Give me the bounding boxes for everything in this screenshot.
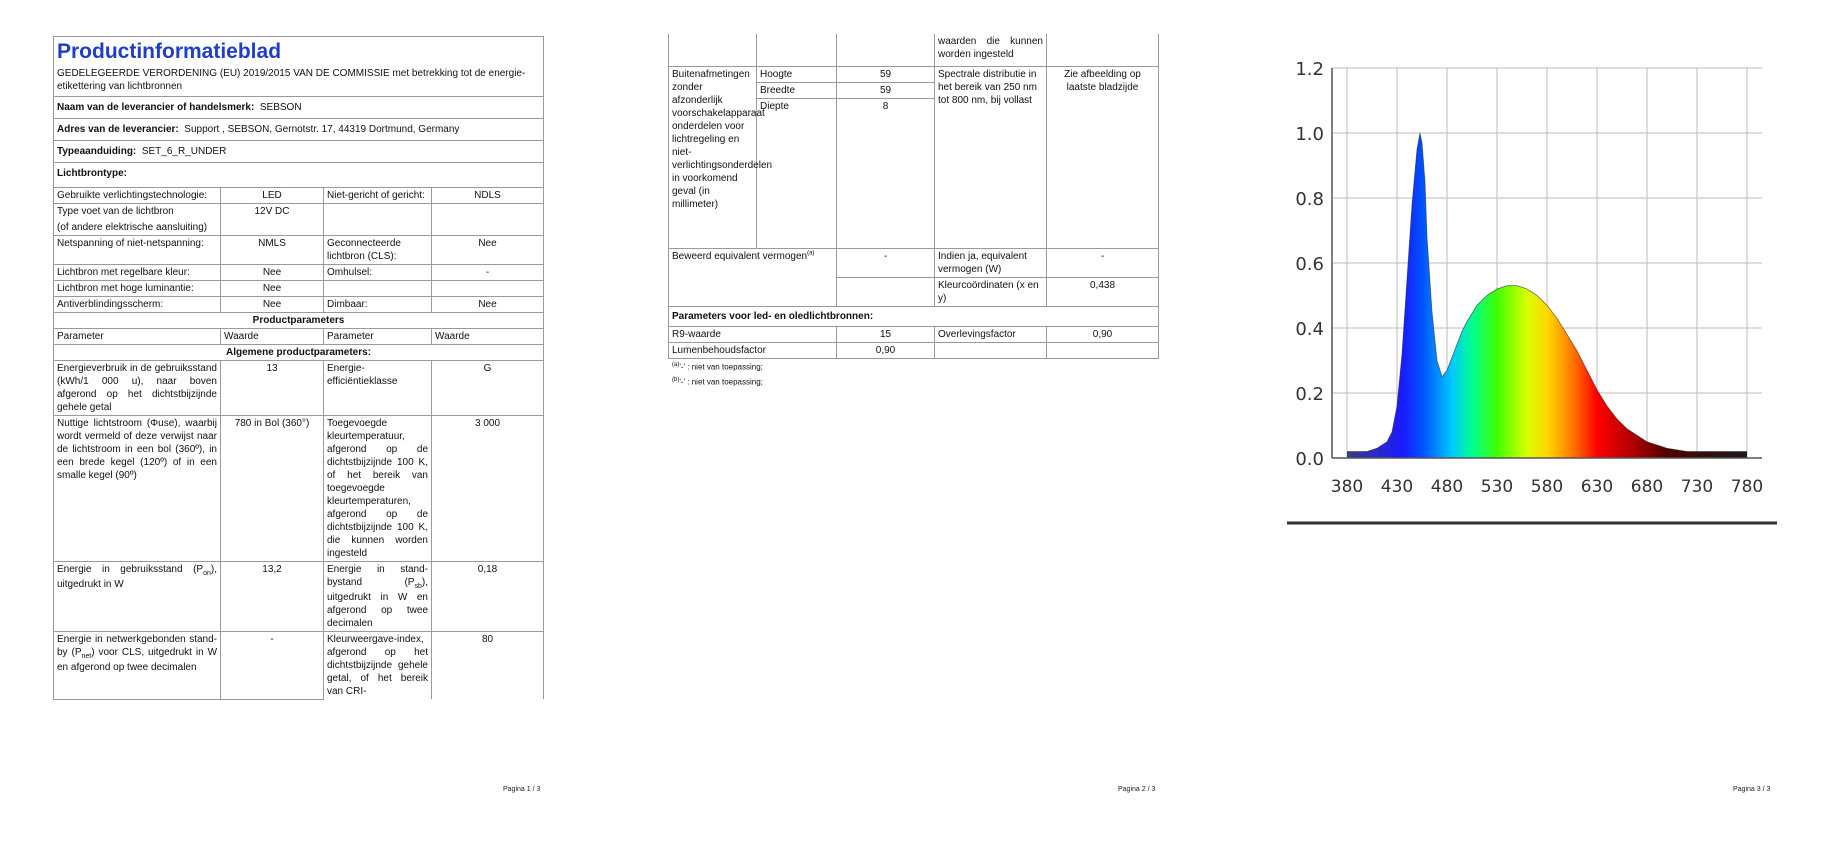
product-info-table [53,36,544,700]
ifyes-label: Indien ja, equivalent vermogen (W) [935,248,1047,277]
x-tick-label-6: 680 [1630,477,1664,497]
col-param-1: Parameter [54,329,221,345]
flux-value: 780 in Bol (360°) [221,416,324,562]
chroma-value: 0,438 [1047,277,1159,306]
address-value: Support , SEBSON, Gernotstr. 17, 44319 Dortmund, Germany [184,124,460,136]
page-1 [53,36,543,700]
y-tick-label-2: 0.4 [1295,319,1324,340]
depth-value: 8 [837,98,935,248]
supplier-label: Naam van de leverancier of handelsmerk: [57,102,255,114]
page-number-2: Pagina 2 / 3 [1118,786,1156,793]
footnote-a: $^{(a)}$'-' : niet van toepassing; [672,361,763,372]
lumen-label: Lumenbehoudsfactor [669,342,837,358]
y-tick-label-3: 0.6 [1295,254,1324,275]
y-tick-label-5: 1.0 [1295,124,1324,145]
x-tick-label-1: 430 [1380,477,1414,497]
dimensions-label: Buitenafmetingen zonder afzonderlijk voorschakelapparaat onderdelen voor lichtregeling en niet-verlichtingsonderdelen in voorkomend geval (in millimeter) [669,66,757,248]
model-value: SET_6_R_UNDER [141,146,227,158]
r9-value: 15 [837,326,935,342]
ndls-value: NDLS [432,188,544,204]
col-value-1: Waarde [221,329,324,345]
y-tick-label-4: 0.8 [1295,189,1324,210]
width-value: 59 [837,82,935,98]
x-tick-label-4: 580 [1530,477,1564,497]
x-tick-label-7: 730 [1680,477,1714,497]
product-info-table-continued [668,34,1159,359]
psb-value: 0,18 [432,562,544,632]
tech-label: Gebruikte verlichtingstechnologie: [54,188,221,204]
general-params-heading: Algemene productparameters: [54,345,544,361]
pnet-label: Energie in netwerkgebonden stand-by $(P_{net})$ voor CLS, uitgedrukt in W en afgerond op twee decimalen [54,632,221,700]
y-tick-label-6: 1.2 [1295,59,1324,80]
page-number-3: Pagina 3 / 3 [1733,786,1771,793]
eclass-value: G [432,361,544,416]
chroma-label: Kleurcoördinaten (x en y) [935,277,1047,306]
page-title: Productinformatieblad [57,40,282,63]
psb-label: Energie in stand-bystand $(P_{sb})$, uitgedrukt in W en afgerond op twee decimalen [324,562,432,632]
model-label: Typeaanduiding: [57,146,137,158]
claimed-label: Beweerd equivalent vermogen$^{(a)}$ [669,248,837,306]
cri-value: 80 [432,632,544,700]
cap-value: 12V DC [221,204,324,236]
ifyes-value: - [1047,248,1159,277]
energy-label: Energieverbruik in de gebruiksstand (kWh/1 000 u), naar boven afgerond op het dichtstbijzijnde gehele getal [54,361,221,416]
mains-value: NMLS [221,236,324,265]
ndls-label: Niet-gericht of gericht: [324,188,432,204]
height-value: 59 [837,66,935,82]
cri-label: Kleurweergave-index, afgerond op het dichtstbijzijnde gehele getal, of het bereik van CRI- [324,632,432,700]
mains-label: Netspanning of niet-netspanning: [54,236,221,265]
r9-label: R9-waarde [669,326,837,342]
x-tick-label-0: 380 [1330,477,1364,497]
cap-note: (of andere elektrische aansluiting) [57,222,208,234]
dim-value: Nee [432,297,544,313]
claimed-value: - [837,248,935,277]
width-label: Breedte [757,82,837,98]
x-tick-label-5: 630 [1580,477,1614,497]
address-label: Adres van de leverancier: [57,124,179,136]
height-label: Hoogte [757,66,837,82]
lightsource-type-label: Lichtbrontype: [57,168,127,180]
cct-label: Toegevoegde kleurtemperatuur, afgerond op de dichtstbijzijnde 100 K, of het bereik van toegevoegde kleurtemperaturen, afgerond op de dichtstbijzijnde 100 K, die kunnen worden ingesteld [324,416,432,562]
page-number-1: Pagina 1 / 3 [503,786,541,793]
pon-label: Energie in gebruiksstand $(P_{on})$, uitgedrukt in W [54,562,221,632]
y-tick-label-1: 0.2 [1295,384,1324,405]
energy-value: 13 [221,361,324,416]
eclass-label: Energie-efficiëntieklasse [324,361,432,416]
spd-label: Spectrale distributie in het bereik van 250 nm tot 800 nm, bij vollast [935,66,1047,248]
led-params-heading: Parameters voor led- en oledlichtbronnen: [669,306,1159,326]
regulation-text: GEDELEGEERDE VERORDENING (EU) 2019/2015 VAN DE COMMISSIE met betrekking tot de energie-etikettering van lichtbronnen [57,68,526,93]
col-value-2: Waarde [432,329,544,345]
survival-value: 0,90 [1047,326,1159,342]
glare-label: Antiverblindingsscherm: [54,297,221,313]
envelope-label: Omhulsel: [324,265,432,281]
cls-value: Nee [432,236,544,265]
survival-label: Overlevingsfactor [935,326,1047,342]
highlum-label: Lichtbron met hoge luminantie: [54,281,221,297]
supplier-value: SEBSON [259,102,302,114]
y-tick-label-0: 0.0 [1295,449,1324,470]
tech-value: LED [221,188,324,204]
cls-label: Geconnecteerde lichtbron (CLS): [324,236,432,265]
x-tick-label-3: 530 [1480,477,1514,497]
cri-continued: waarden die kunnen worden ingesteld [935,34,1047,66]
glare-value: Nee [221,297,324,313]
x-tick-label-8: 780 [1730,477,1764,497]
page-3 [1282,48,1782,530]
lumen-value: 0,90 [837,342,935,358]
spd-value: Zie afbeelding op laatste bladzijde [1047,66,1159,248]
pon-value: 13,2 [221,562,324,632]
flux-label: Nuttige lichtstroom (Φuse), waarbij wordt vermeld of deze verwijst naar de lichtstroom in een bol (360º), in een brede kegel (120º) of in een smalle kegel (90º) [54,416,221,562]
color-label: Lichtbron met regelbare kleur: [54,265,221,281]
spectrum-chart [1282,48,1782,530]
x-tick-label-2: 480 [1430,477,1464,497]
depth-label: Diepte [757,98,837,248]
footnote-b: $^{(b)}$'-' : niet van toepassing; [672,377,763,387]
envelope-value: - [432,265,544,281]
cap-label: Type voet van de lichtbron [57,206,174,218]
col-param-2: Parameter [324,329,432,345]
product-params-heading: Productparameters [54,313,544,329]
page-2 [668,34,1158,390]
dim-label: Dimbaar: [324,297,432,313]
pnet-value: - [221,632,324,700]
highlum-value: Nee [221,281,324,297]
color-value: Nee [221,265,324,281]
cct-value: 3 000 [432,416,544,562]
